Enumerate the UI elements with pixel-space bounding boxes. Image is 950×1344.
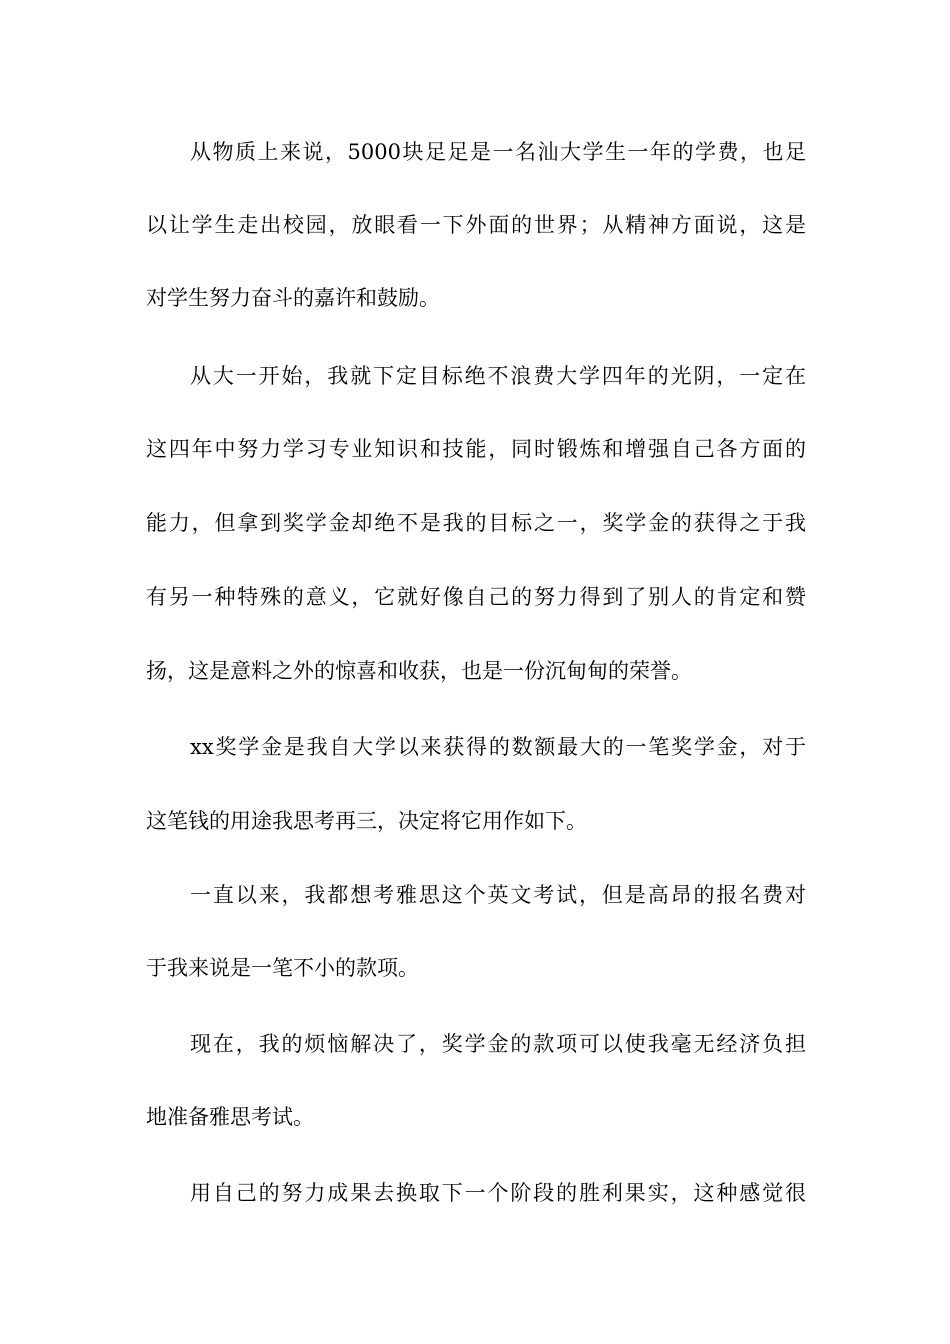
paragraph-1-line-1: 从物质上来说，5000块足足是一名汕大学生一年的学费，也足 [190,140,806,164]
paragraph-2-line-5: 扬，这是意料之外的惊喜和收获，也是一份沉甸甸的荣誉。 [146,659,692,683]
paragraph-2-line-4: 有另一种特殊的意义，它就好像自己的努力得到了别人的肯定和赞 [146,585,806,609]
paragraph-1-line-3: 对学生努力奋斗的嘉许和鼓励。 [146,286,440,310]
paragraph-2-line-3: 能力，但拿到奖学金却绝不是我的目标之一，奖学金的获得之于我 [146,511,806,535]
paragraph-5-line-1: 现在，我的烦恼解决了，奖学金的款项可以使我毫无经济负担 [190,1032,806,1056]
paragraph-1-line-2: 以让学生走出校园，放眼看一下外面的世界；从精神方面说，这是 [146,213,806,237]
paragraph-3-line-1: xx奖学金是我自大学以来获得的数额最大的一笔奖学金，对于 [190,735,806,759]
paragraph-2-line-2: 这四年中努力学习专业知识和技能，同时锻炼和增强自己各方面的 [146,437,806,461]
paragraph-4-line-2: 于我来说是一笔不小的款项。 [146,956,419,980]
paragraph-5-line-2: 地准备雅思考试。 [146,1105,314,1129]
paragraph-4-line-1: 一直以来，我都想考雅思这个英文考试，但是高昂的报名费对 [190,883,806,907]
paragraph-3-line-2: 这笔钱的用途我思考再三，决定将它用作如下。 [146,809,587,833]
paragraph-2-line-1: 从大一开始，我就下定目标绝不浪费大学四年的光阴，一定在 [190,364,806,388]
paragraph-6-line-1: 用自己的努力成果去换取下一个阶段的胜利果实，这种感觉很 [190,1181,806,1205]
